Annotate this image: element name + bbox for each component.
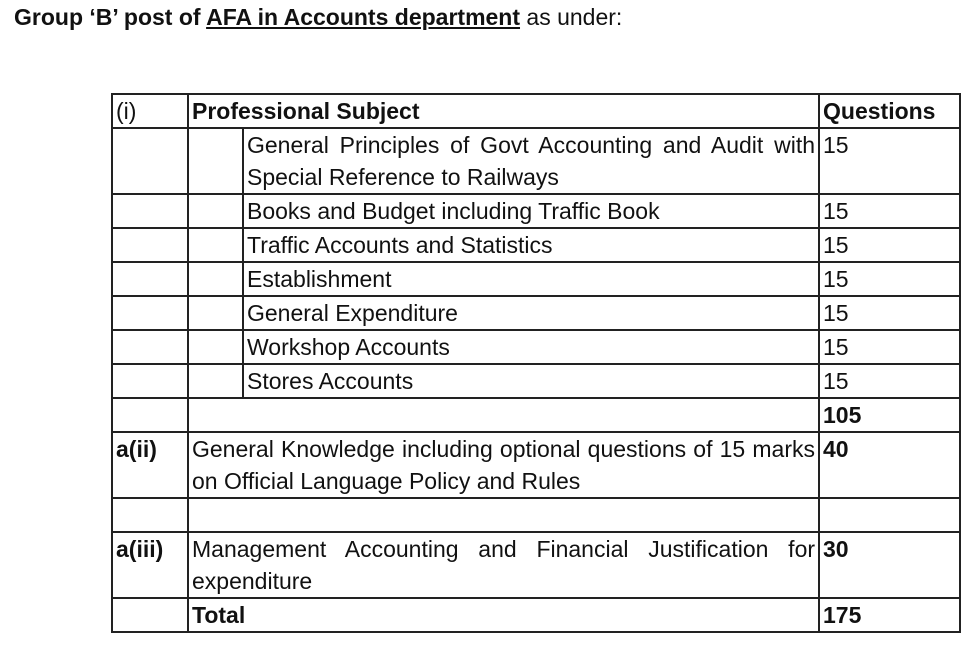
empty-indent-cell	[188, 296, 243, 330]
empty-index-cell	[112, 262, 188, 296]
management-questions-cell: 30	[819, 532, 960, 598]
heading-text-end: as under:	[520, 4, 623, 30]
empty-index-cell	[112, 128, 188, 194]
empty-index-cell	[112, 194, 188, 228]
questions-cell: 15	[819, 194, 960, 228]
empty-indent-cell	[188, 364, 243, 398]
empty-indent-cell	[188, 330, 243, 364]
gk-index-cell: a(ii)	[112, 432, 188, 498]
table-header-row	[112, 94, 960, 128]
empty-indent-cell	[188, 194, 243, 228]
subject-cell: Books and Budget including Traffic Book	[243, 194, 819, 228]
gk-questions-cell: 40	[819, 432, 960, 498]
management-row	[112, 532, 960, 598]
questions-cell: 15	[819, 364, 960, 398]
total-label-cell: Total	[188, 598, 819, 632]
table-row	[112, 128, 960, 194]
general-knowledge-row	[112, 432, 960, 498]
empty-index-cell	[112, 228, 188, 262]
management-index-cell: a(iii)	[112, 532, 188, 598]
questions-cell: 15	[819, 228, 960, 262]
table-row	[112, 228, 960, 262]
empty-index-cell	[112, 398, 188, 432]
questions-cell: 15	[819, 330, 960, 364]
subject-cell: Workshop Accounts	[243, 330, 819, 364]
empty-indent-cell	[188, 128, 243, 194]
total-questions-cell: 175	[819, 598, 960, 632]
empty-index-cell	[112, 364, 188, 398]
table-row	[112, 296, 960, 330]
syllabus-table	[111, 93, 961, 633]
gk-subject-cell: General Knowledge including optional questions of 15 marks on Official Language Policy and Rules	[188, 432, 819, 498]
subject-cell: Traffic Accounts and Statistics	[243, 228, 819, 262]
management-subject-cell: Management Accounting and Financial Justification for expenditure	[188, 532, 819, 598]
subject-cell: Establishment	[243, 262, 819, 296]
empty-subject-cell	[188, 498, 819, 532]
header-subject-cell: Professional Subject	[188, 94, 819, 128]
empty-indent-cell	[188, 228, 243, 262]
empty-index-cell	[112, 598, 188, 632]
empty-index-cell	[112, 296, 188, 330]
heading-text-start: Group ‘B’ post of	[14, 4, 207, 30]
subject-cell: General Principles of Govt Accounting and Audit with Special Reference to Railways	[243, 128, 819, 194]
questions-cell: 15	[819, 296, 960, 330]
subtotal-row	[112, 398, 960, 432]
subject-cell: Stores Accounts	[243, 364, 819, 398]
heading-post-name: AFA in Accounts department	[206, 4, 521, 30]
header-questions-cell: Questions	[819, 94, 960, 128]
table-row	[112, 194, 960, 228]
spacer-row	[112, 498, 960, 532]
table-row	[112, 364, 960, 398]
header-index-cell: (i)	[112, 94, 188, 128]
empty-index-cell	[112, 330, 188, 364]
empty-questions-cell	[819, 498, 960, 532]
page-heading	[14, 4, 622, 31]
empty-indent-cell	[188, 262, 243, 296]
subject-cell: General Expenditure	[243, 296, 819, 330]
empty-index-cell	[112, 498, 188, 532]
table-row	[112, 330, 960, 364]
table-row	[112, 262, 960, 296]
total-row	[112, 598, 960, 632]
empty-subject-cell	[188, 398, 819, 432]
subtotal-cell: 105	[819, 398, 960, 432]
questions-cell: 15	[819, 128, 960, 194]
questions-cell: 15	[819, 262, 960, 296]
